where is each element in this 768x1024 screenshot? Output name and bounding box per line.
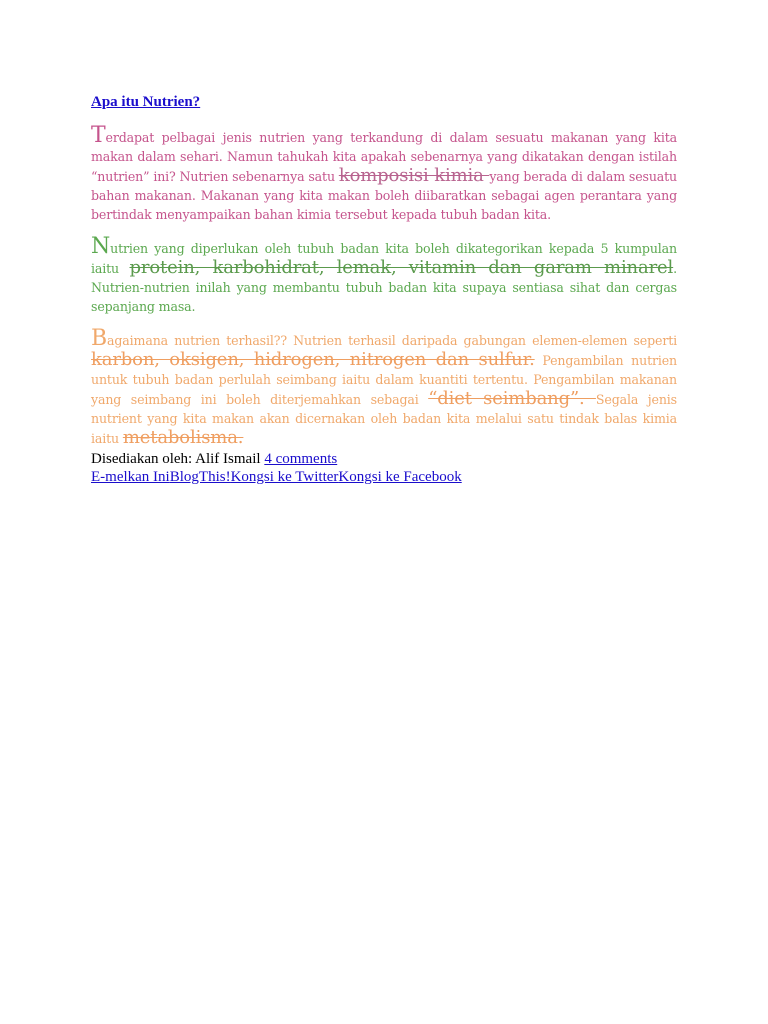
share-twitter-link[interactable]: Kongsi ke Twitter (230, 469, 339, 485)
paragraph-3-text-b: Pengambilan nutrien untuk tubuh badan perlulah seimbang iaitu dalam kuantiti tertentu. Pengambilan makanan yang seimbang ini boleh diterjemahkan sebagai (91, 353, 678, 407)
highlight-nutrient-groups: protein, karbohidrat, lemak, vitamin dan garam minarel (129, 257, 674, 278)
share-email-link[interactable]: E-melkan Ini (91, 469, 170, 485)
paragraph-3-text-c: Segala jenis nutrient yang kita makan akan dicernakan oleh badan kita melalui satu tindak balas kimia iaitu (91, 392, 677, 446)
highlight-metabolisma: metabolisma. (122, 427, 244, 448)
blog-post (91, 93, 677, 486)
dropcap-1: T (91, 123, 106, 148)
paragraph-2-text-a: utrien yang diperlukan oleh tubuh badan kita boleh dikategorikan kepada 5 kumpulan iaitu (91, 241, 677, 276)
paragraph-3 (91, 328, 677, 448)
comments-link[interactable]: 4 comments (264, 451, 338, 467)
highlight-elements: karbon, oksigen, hidrogen, nitrogen dan sulfur. (91, 349, 535, 370)
paragraph-1-text-b: yang berada di dalam sesuatu bahan makanan. Makanan yang kita makan boleh diibaratkan sebagai agen perantara yang bertindak menyampaikan bahan kimia tersebut kepada tubuh badan kita. (91, 169, 678, 222)
paragraph-2 (91, 236, 677, 316)
post-title-link[interactable]: Apa itu Nutrien? (91, 94, 201, 110)
share-links (91, 468, 677, 486)
paragraph-3-text-a: agaimana nutrien terhasil?? Nutrien terhasil daripada gabungan elemen-elemen seperti (107, 333, 677, 348)
highlight-komposisi-kimia: komposisi kimia (338, 165, 490, 186)
dropcap-3: B (91, 326, 108, 351)
highlight-diet-seimbang: “diet seimbang”. (428, 388, 596, 409)
share-facebook-link[interactable]: Kongsi ke Facebook (338, 469, 462, 485)
post-footer-author (91, 450, 677, 468)
paragraph-1-text-a: erdapat pelbagai jenis nutrien yang terkandung di dalam sesuatu makanan yang kita makan dalam sehari. Namun tahukah kita apakah sebenarnya yang dikatakan dengan istilah “nutrien” ini? Nutrien sebenarnya satu (91, 130, 677, 184)
dropcap-2: N (91, 234, 111, 259)
prepared-by-text: Disediakan oleh: Alif Ismail (91, 451, 265, 467)
paragraph-1 (91, 125, 677, 224)
paragraph-2-text-b: . Nutrien-nutrien inilah yang membantu tubuh badan kita supaya sentiasa sihat dan cergas sepanjang masa. (91, 261, 678, 314)
share-blogthis-link[interactable]: BlogThis! (169, 469, 231, 485)
